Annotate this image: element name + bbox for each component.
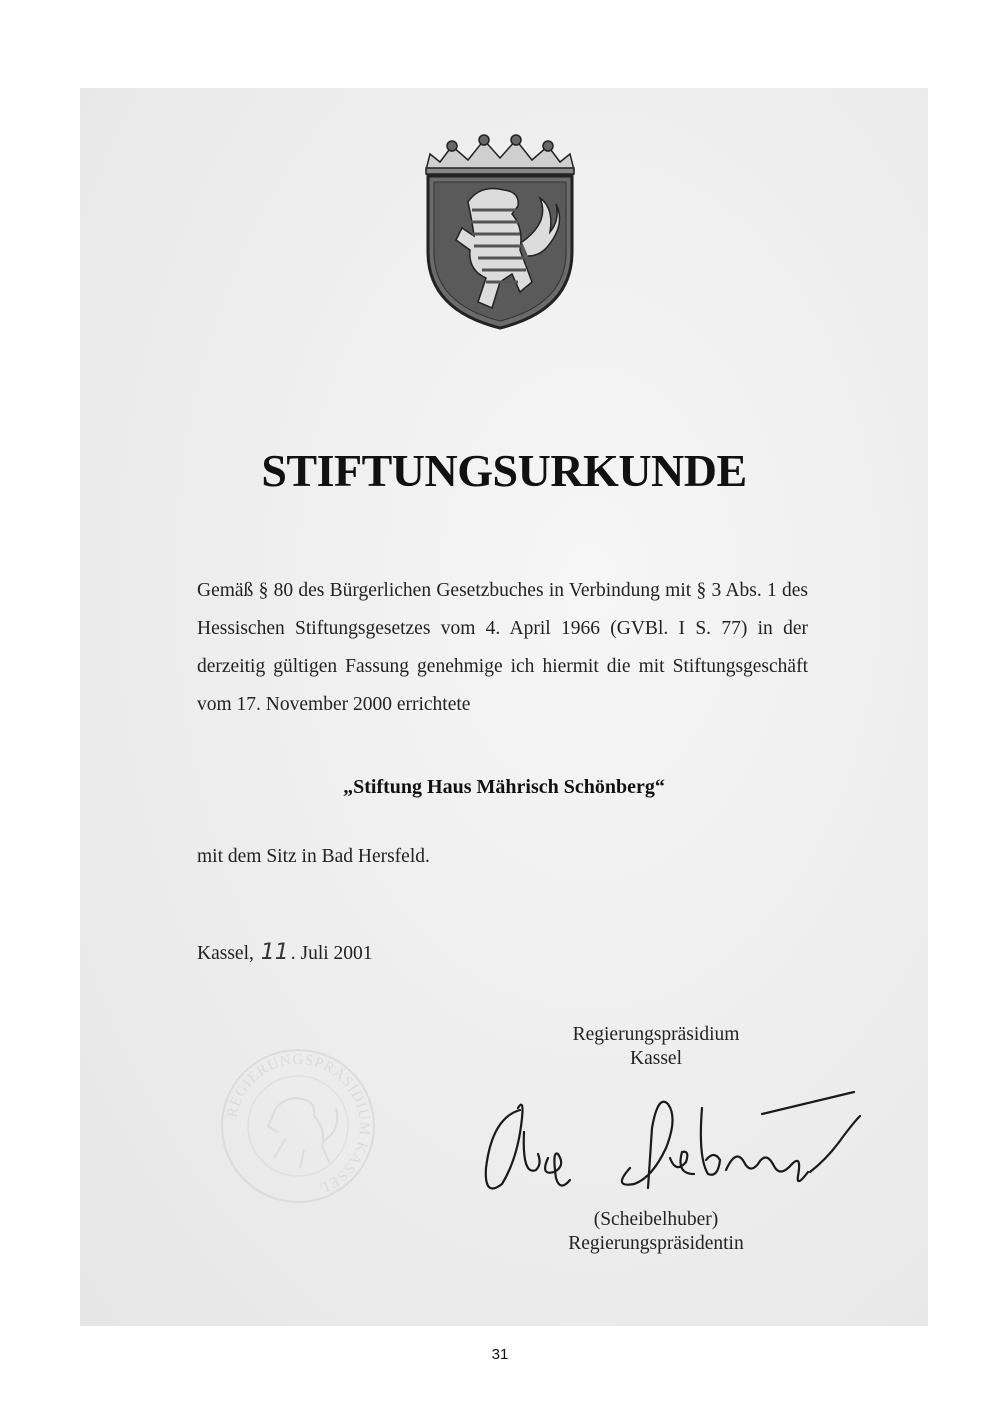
embossed-seal-icon [218,1046,378,1206]
signer-name: (Scheibelhuber) [593,1209,719,1230]
hessen-coat-of-arms-icon [420,132,580,332]
certificate-page [80,88,928,1326]
date-line [197,940,373,965]
authority-city: Kassel [630,1048,682,1069]
authority-name: Regierungspräsidium [572,1024,740,1045]
issuing-authority [540,1023,772,1071]
signer-block [540,1208,772,1256]
date-day-handwritten: 11 [260,940,289,965]
handwritten-signature [462,1088,862,1208]
legal-basis-paragraph: Gemäß § 80 des Bürgerlichen Gesetzbuches in Verbindung mit § 3 Abs. 1 des Hessischen Stiftungsgesetzes vom 4. April 1966 (GVBl. I S. 77) in der derzeitig gültigen Fassung genehmige ich hiermit die mit Stiftungsgeschäft vom 17. November 2000 errichtete [197,580,808,715]
svg-text:REGIERUNGSPRÄSIDIUM KASSEL [225,1052,373,1196]
page-number: 31 [491,1346,509,1363]
date-month-year: . Juli 2001 [290,943,373,964]
foundation-seat: mit dem Sitz in Bad Hersfeld. [197,846,430,867]
document-title: STIFTUNGSURKUNDE [261,445,747,496]
seal-text: REGIERUNGSPRÄSIDIUM KASSEL [224,1051,373,1197]
foundation-name: „Stiftung Haus Mährisch Schönberg“ [343,776,665,798]
signer-title: Regierungspräsidentin [568,1233,744,1254]
date-place: Kassel, [197,943,254,964]
